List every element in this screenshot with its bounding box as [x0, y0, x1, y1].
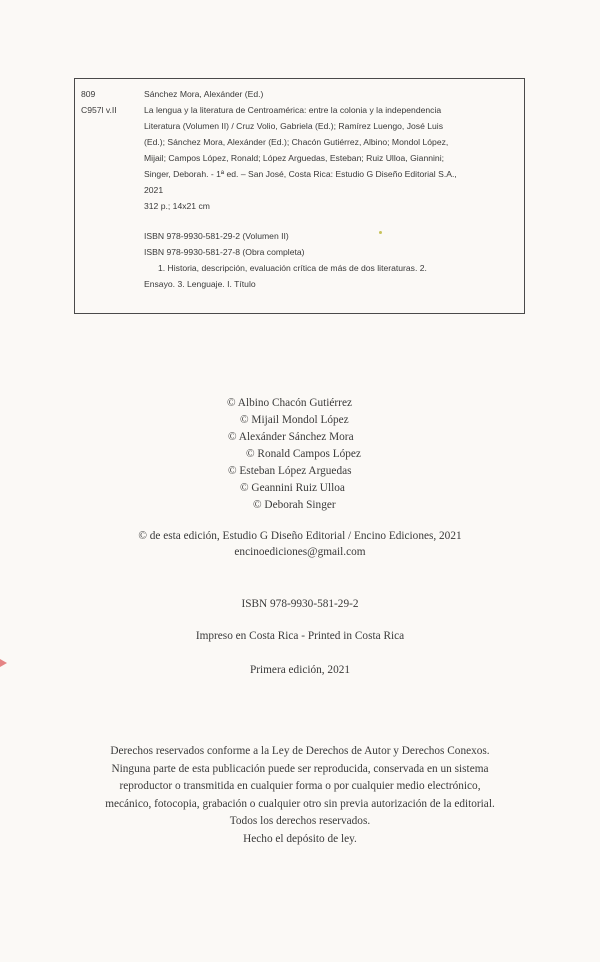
- isbn: ISBN 978-9930-581-29-2: [241, 598, 359, 610]
- catalog-isbn-volume: ISBN 978-9930-581-29-2 (Volumen II): [144, 231, 289, 241]
- author-copyright: © Geannini Ruiz Ulloa: [240, 482, 345, 494]
- rights-line: Derechos reservados conforme a la Ley de Derechos de Autor y Derechos Conexos.: [110, 745, 490, 757]
- catalog-record: [74, 78, 525, 314]
- catalog-line: 312 p.; 14x21 cm: [144, 201, 210, 211]
- catalog-isbn-complete: ISBN 978-9930-581-27-8 (Obra completa): [144, 247, 305, 257]
- catalog-line: (Ed.); Sánchez Mora, Alexánder (Ed.); Chacón Gutiérrez, Albino; Mondol López,: [144, 137, 449, 147]
- catalog-line: 2021: [144, 185, 164, 195]
- printed-in: Impreso en Costa Rica - Printed in Costa Rica: [195, 630, 405, 642]
- first-edition: Primera edición, 2021: [249, 664, 351, 676]
- catalog-entry: [144, 86, 518, 292]
- ink-dot: [379, 231, 382, 234]
- rights-notice: [0, 743, 600, 848]
- classification-number: 809: [81, 89, 96, 99]
- catalog-subjects-cont: Ensayo. 3. Lenguaje. I. Título: [144, 279, 256, 289]
- author-copyright: © Alexánder Sánchez Mora: [228, 431, 354, 443]
- catalog-classification: [81, 86, 141, 118]
- author-copyright: © Deborah Singer: [253, 499, 336, 511]
- author-copyright: © Mijail Mondol López: [240, 414, 349, 426]
- catalog-line: Literatura (Volumen II) / Cruz Volio, Gabriela (Ed.); Ramírez Luengo, José Luis: [144, 121, 444, 131]
- rights-line: reproductor o transmitida en cualquier forma o por cualquier medio electrónico,: [119, 780, 481, 792]
- margin-mark-icon: [0, 657, 8, 669]
- cutter-number: C957l v.II: [81, 105, 117, 115]
- author-copyright: © Albino Chacón Gutiérrez: [227, 397, 352, 409]
- publisher-email: encinoediciones@gmail.com: [234, 546, 366, 558]
- rights-line: Todos los derechos reservados.: [229, 815, 371, 827]
- rights-line: Ninguna parte de esta publicación puede ser reproducida, conservada en un sistema: [111, 762, 489, 775]
- rights-line: Hecho el depósito de ley.: [243, 832, 357, 845]
- edition-copyright: © de esta edición, Estudio G Diseño Editorial / Encino Ediciones, 2021: [138, 530, 462, 542]
- catalog-line: La lengua y la literatura de Centroamérica: entre la colonia y la independencia: [144, 105, 442, 115]
- rights-line: mecánico, fotocopia, grabación o cualquier otro sin previa autorización de la editorial.: [105, 797, 495, 810]
- catalog-line: Mijail; Campos López, Ronald; López Arguedas, Esteban; Ruiz Ulloa, Giannini;: [144, 153, 444, 163]
- catalog-line: Sánchez Mora, Alexánder (Ed.): [144, 89, 264, 99]
- author-copyright: © Esteban López Arguedas: [228, 465, 352, 477]
- author-copyright: © Ronald Campos López: [246, 448, 361, 460]
- catalog-subjects: 1. Historia, descripción, evaluación crítica de más de dos literaturas. 2.: [158, 263, 427, 273]
- catalog-line: Singer, Deborah. - 1ª ed. – San José, Costa Rica: Estudio G Diseño Editorial S.A.,: [144, 169, 457, 179]
